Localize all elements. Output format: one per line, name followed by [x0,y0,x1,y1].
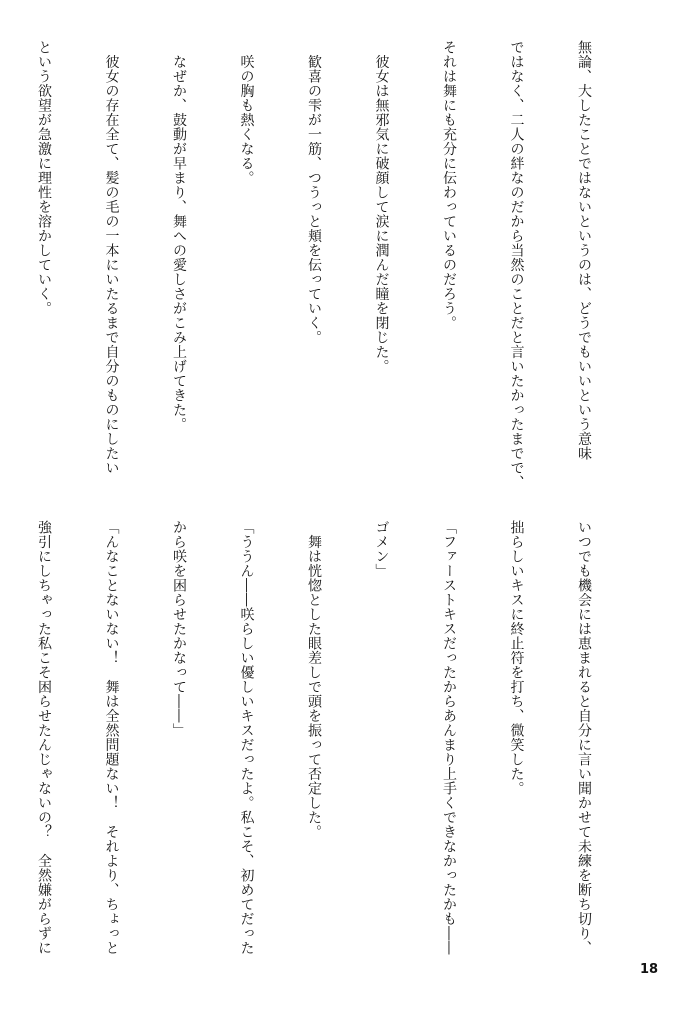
text-column: 強引にしちゃった私こそ困らせたんじゃないの？ 全然嫌がらずに [36,520,52,955]
text-column: ではなく、二人の絆なのだから当然のことだと言いたかったまでで、 [508,40,525,490]
text-column: ゴメン」 [373,520,390,578]
text-column: 「ううん――咲らしい優しいキスだったよ。私こそ、初めてだった [238,520,255,955]
text-column: 彼女は無邪気に破顔して涙に潤んだ瞳を閉じた。 [373,40,390,374]
text-column: 咲の胸も熱くなる。 [238,40,255,185]
text-column: 「んなことないない！ 舞は全然問題ない！ それより、ちょっと [103,520,120,955]
text-column: 歓喜の雫が一筋、つうっと頬を伝っていく。 [306,40,322,345]
page-number: 18 [640,962,659,977]
text-column: 無論、大したことではないというのは、どうでもいいという意味 [576,40,592,461]
text-column: 拙らしいキスに終止符を打ち、微笑した。 [508,520,525,796]
text-column: という欲望が急激に理性を溶かしていく。 [36,40,52,316]
text-column: 彼女の存在全て、髪の毛の一本にいたるまで自分のものにしたい [103,40,120,475]
text-column: 舞は恍惚とした眼差しで頭を振って否定した。 [306,520,322,839]
upper-text-block [36,40,640,495]
text-column: なぜか、鼓動が早まり、舞への愛しさがこみ上げてきた。 [171,40,187,432]
lower-text-block [36,520,640,960]
text-column: それは舞にも充分に伝わっているのだろう。 [441,40,457,330]
text-column: 「ファーストキスだったからあんまり上手くできなかったかも―― [441,520,457,955]
text-column: から咲を困らせたかなって――」 [171,520,187,738]
text-column: いつでも機会には恵まれると自分に言い聞かせて未練を断ち切り、 [576,520,592,955]
